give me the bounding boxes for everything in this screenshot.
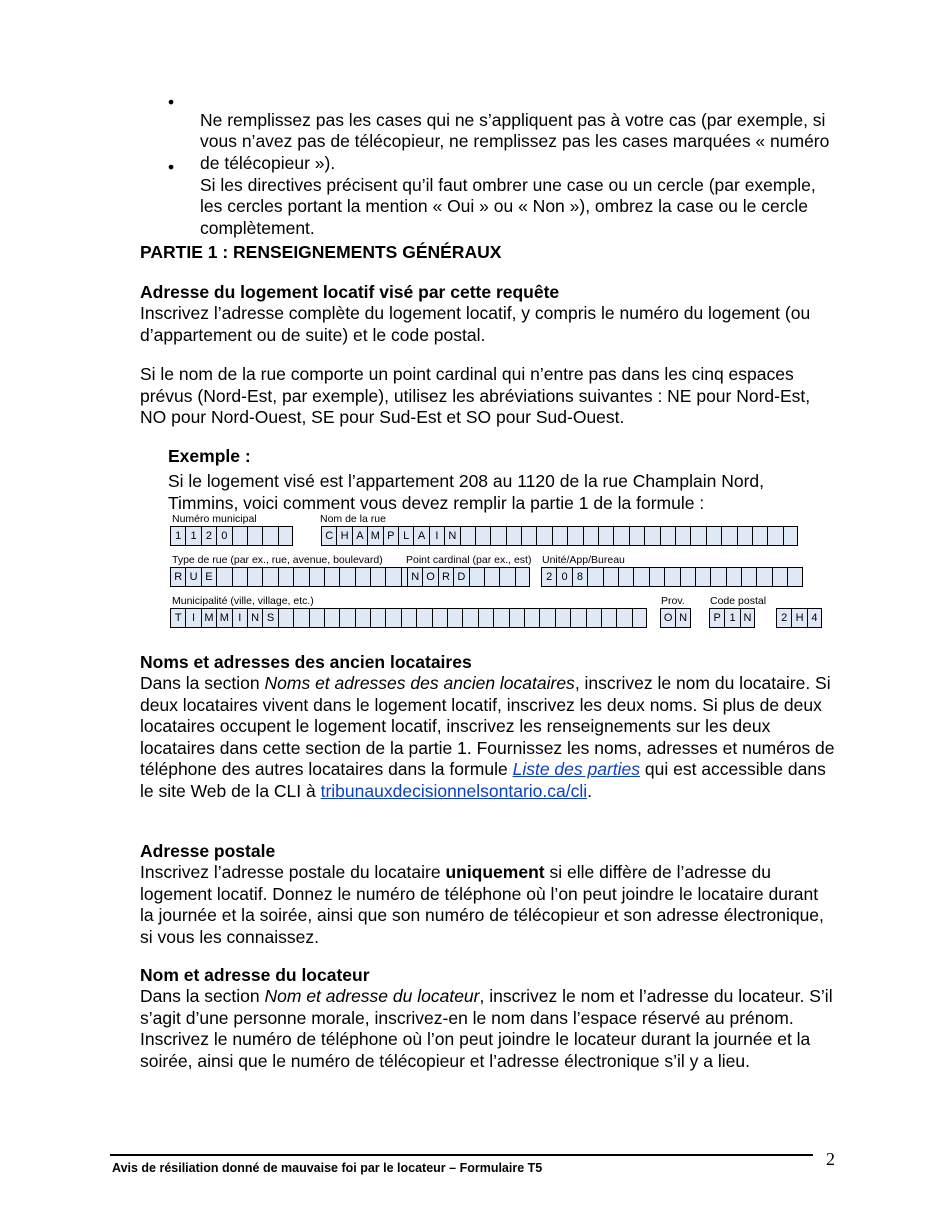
form-char-box: R [170,567,185,587]
form-char-box [278,567,293,587]
form-char-box: I [185,608,200,628]
form-char-box [752,526,767,546]
form-char-box [726,567,741,587]
form-char-box: R [438,567,453,587]
form-char-box: E [201,567,216,587]
form-char-box [772,567,787,587]
form-char-box [484,567,499,587]
form-char-box: H [791,608,806,628]
form-char-box [324,608,339,628]
form-char-box: H [336,526,351,546]
form-char-box [649,567,664,587]
former-tenants-paragraph: Dans la section Noms et adresses des ancien locataires, inscrivez le nom du locataire. Si deux locataires vivent dans le logement locatif, inscrivez les deux noms. Si plus de deux locataires occupent le logement locatif, inscrivez les renseignements sur les deux locataires dans cette section de la partie 1. Fournissez les noms, adresses et numéros de téléphone des autres locataires dans la formule Liste des parties qui est accessible dans le site Web de la CLI à tribunauxdecisionnelsontario.ca/cli. [140,673,835,801]
form-char-box: N [740,608,755,628]
form-char-box [370,608,385,628]
form-char-box [515,567,530,587]
form-char-box [339,608,354,628]
form-char-box [787,567,802,587]
form-char-box [618,567,633,587]
address-paragraph-2: Si le nom de la rue comporte un point cardinal qui n’entre pas dans les cinq espaces prévus (Nord-Est, par exemple), utilisez les abréviations suivantes : NE pour Nord-Est, NO pour Nord-Ouest, SE pour Sud-Est et SO pour Sud-Ouest. [140,364,811,427]
form-char-box: L [398,526,413,546]
street-type-boxes [170,567,416,587]
footer-title: Avis de résiliation donné de mauvaise foi par le locateur – Formulaire T5 [112,1161,543,1175]
form-char-box [695,567,710,587]
form-char-box: A [413,526,428,546]
instruction-bullet-2: Si les directives précisent qu’il faut ombrer une case ou un cercle (par exemple, les cercles portant la mention « Oui » ou « Non »), ombrez la case ou le cercle complètement. [200,174,816,238]
form-char-box [737,526,752,546]
form-char-box: N [675,608,690,628]
form-char-box: I [429,526,444,546]
form-char-box [583,526,598,546]
form-char-box [539,608,554,628]
form-char-box [447,608,462,628]
form-char-box: N [444,526,459,546]
form-char-box [598,526,613,546]
form-char-box [756,567,771,587]
example-form [168,511,828,633]
form-char-box: 1 [724,608,739,628]
street-type-label: Type de rue (par ex., rue, avenue, boulevard) [172,554,383,566]
form-char-box [324,567,339,587]
form-char-box [555,608,570,628]
landlord-heading: Nom et adresse du locateur [140,965,370,985]
form-char-box [309,567,324,587]
form-char-box: M [201,608,216,628]
form-char-box [309,608,324,628]
form-char-box [629,526,644,546]
former-tenants-heading: Noms et adresses des ancien locataires [140,652,472,672]
direction-label: Point cardinal (par ex., est) [406,554,532,566]
tribunal-website-link[interactable]: tribunauxdecisionnelsontario.ca/cli [320,780,588,801]
form-char-box [536,526,551,546]
form-char-box [385,608,400,628]
form-char-box: 4 [807,608,822,628]
form-char-box: T [170,608,185,628]
form-char-box [586,608,601,628]
form-char-box [721,526,736,546]
form-char-box [247,567,262,587]
form-char-box [603,567,618,587]
form-char-box: C [321,526,336,546]
form-char-box [490,526,505,546]
form-char-box [570,608,585,628]
postal-code-boxes-b [776,608,822,628]
form-char-box [493,608,508,628]
form-char-box: S [262,608,277,628]
address-heading: Adresse du logement locatif visé par cette requête [140,282,560,302]
form-char-box [232,526,247,546]
form-char-box [632,608,647,628]
direction-boxes [407,567,530,587]
form-char-box [690,526,705,546]
form-char-box [660,526,675,546]
form-char-box [262,526,277,546]
municipality-boxes [170,608,647,628]
form-char-box: P [383,526,398,546]
form-char-box [232,567,247,587]
form-char-box: N [407,567,422,587]
form-char-box [499,567,514,587]
form-char-box: I [232,608,247,628]
form-char-box [478,608,493,628]
form-char-box: M [367,526,382,546]
form-char-box: 2 [776,608,791,628]
form-char-box [509,608,524,628]
form-char-box [567,526,582,546]
form-char-box: O [422,567,437,587]
form-char-box [339,567,354,587]
form-char-box [552,526,567,546]
form-char-box [216,567,231,587]
form-char-box [613,526,628,546]
form-char-box [524,608,539,628]
form-char-box [706,526,721,546]
form-char-box [469,567,484,587]
form-char-box: D [453,567,468,587]
form-char-box: 2 [201,526,216,546]
form-char-box: 0 [216,526,231,546]
example-heading: Exemple : [168,446,251,466]
form-char-box: 8 [572,567,587,587]
form-char-box [416,608,431,628]
page-number: 2 [826,1149,835,1169]
form-char-box: N [247,608,262,628]
form-char-box [293,567,308,587]
part1-heading: PARTIE 1 : RENSEIGNEMENTS GÉNÉRAUX [140,242,502,262]
form-char-box [262,567,277,587]
form-char-box [278,608,293,628]
postal-address-heading: Adresse postale [140,841,276,861]
form-char-box [278,526,293,546]
form-char-box: M [216,608,231,628]
unit-label: Unité/App/Bureau [542,554,625,566]
form-char-box [710,567,725,587]
form-char-box [767,526,782,546]
form-char-box [680,567,695,587]
form-char-box: A [352,526,367,546]
province-label: Prov. [661,595,685,607]
instruction-bullet-1: Ne remplissez pas les cases qui ne s’appliquent pas à votre cas (par exemple, si vous n’avez pas de télécopieur, ne remplissez pas les cases marquées « numéro de télécopieur »). [200,109,830,173]
form-char-box [783,526,798,546]
province-boxes [660,608,691,628]
street-name-boxes [321,526,798,546]
municipality-label: Municipalité (ville, village, etc.) [172,595,314,607]
form-char-box [521,526,536,546]
form-char-box [370,567,385,587]
example-text: Si le logement visé est l’appartement 208 au 1120 de la rue Champlain Nord, Timmins, voici comment vous devez remplir la partie 1 de la formule : [168,471,764,513]
form-char-box [475,526,490,546]
list-of-parties-link[interactable]: Liste des parties [512,759,641,779]
form-char-box: O [660,608,675,628]
form-char-box [506,526,521,546]
form-char-box: 0 [556,567,571,587]
form-char-box [664,567,679,587]
form-char-box [247,526,262,546]
form-char-box [741,567,756,587]
unit-boxes [541,567,803,587]
form-char-box: 1 [185,526,200,546]
form-char-box [633,567,648,587]
street-number-boxes [170,526,293,546]
postal-code-boxes-a [709,608,755,628]
form-char-box [385,567,400,587]
form-char-box: U [185,567,200,587]
form-char-box [587,567,602,587]
street-number-label: Numéro municipal [172,513,257,525]
footer-rule [110,1154,813,1156]
bullet-symbol: • [168,157,175,177]
postal-address-paragraph: Inscrivez l’adresse postale du locataire uniquement si elle diffère de l’adresse du logement locatif. Donnez le numéro de téléphone où l’on peut joindre le locataire durant la journée et la soirée, ainsi que son numéro de télécopieur et son adresse électronique, si vous les connaissez. [140,862,824,947]
form-char-box [460,526,475,546]
form-char-box [401,608,416,628]
address-paragraph-1: Inscrivez l’adresse complète du logement locatif, y compris le numéro du logement (ou d’appartement ou de suite) et le code postal. [140,303,811,345]
postal-code-label: Code postal [710,595,767,607]
form-char-box [462,608,477,628]
form-char-box: 2 [541,567,556,587]
form-char-box [355,567,370,587]
form-char-box [432,608,447,628]
form-char-box [355,608,370,628]
bullet-symbol: • [168,92,175,112]
form-char-box [644,526,659,546]
street-name-label: Nom de la rue [320,513,386,525]
form-char-box: 1 [170,526,185,546]
form-char-box [293,608,308,628]
form-char-box [616,608,631,628]
landlord-paragraph: Dans la section Nom et adresse du locateur, inscrivez le nom et l’adresse du locateur. S’il s’agit d’une personne morale, inscrivez-en le nom dans l’espace réservé au prénom. Inscrivez le numéro de téléphone où l’on peut joindre le locateur durant la journée et la soirée, ainsi que le numéro de télécopieur et l’adresse électronique s’il y a lieu. [140,986,833,1071]
form-char-box [675,526,690,546]
form-char-box [601,608,616,628]
form-char-box: P [709,608,724,628]
